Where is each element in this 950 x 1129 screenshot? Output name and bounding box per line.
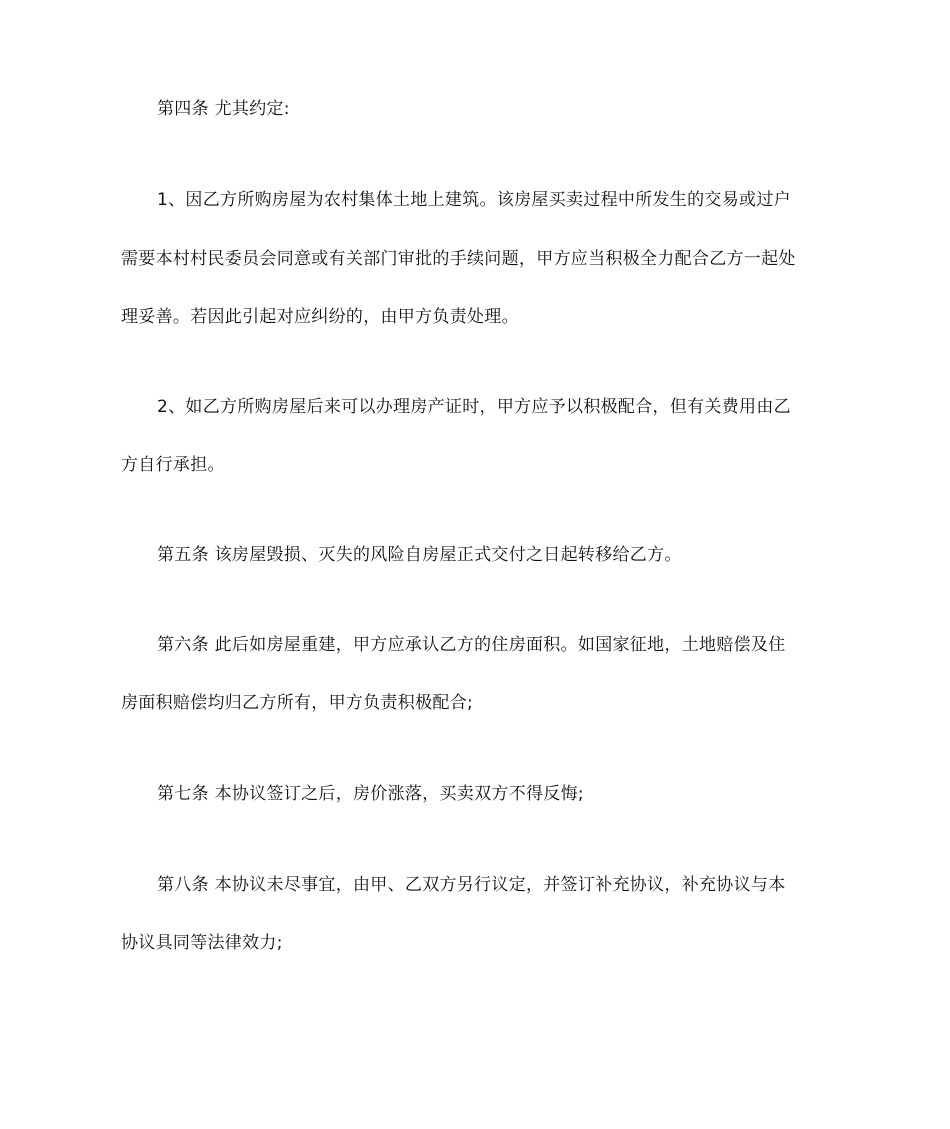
article-6-line-2: 房面积赔偿均归乙方所有，甲方负责积极配合; (121, 693, 474, 713)
clause-2-line-2: 方自行承担。 (121, 455, 225, 475)
clause-1-line-1: 1、因乙方所购房屋为农村集体土地上建筑。该房屋买卖过程中所发生的交易或过户 (157, 190, 791, 210)
clause-1-line-3: 理妥善。若因此引起对应纠纷的，由甲方负责处理。 (121, 307, 519, 327)
clause-2-line-1: 2、如乙方所购房屋后来可以办理房产证时，甲方应予以积极配合，但有关费用由乙 (157, 397, 791, 417)
clause-1-line-2: 需要本村村民委员会同意或有关部门审批的手续问题，甲方应当积极全力配合乙方一起处 (121, 249, 796, 269)
article-8-line-1: 第八条 本协议未尽事宜，由甲、乙双方另行议定，并签订补充协议，补充协议与本 (157, 875, 786, 895)
article-4-heading: 第四条 尤其约定: (157, 99, 290, 119)
article-5: 第五条 该房屋毁损、灭失的风险自房屋正式交付之日起转移给乙方。 (157, 545, 682, 565)
article-6-line-1: 第六条 此后如房屋重建，甲方应承认乙方的住房面积。如国家征地，土地赔偿及住 (157, 635, 786, 655)
article-8-line-2: 协议具同等法律效力; (121, 933, 283, 953)
article-7: 第七条 本协议签订之后，房价涨落，买卖双方不得反悔; (157, 784, 584, 804)
